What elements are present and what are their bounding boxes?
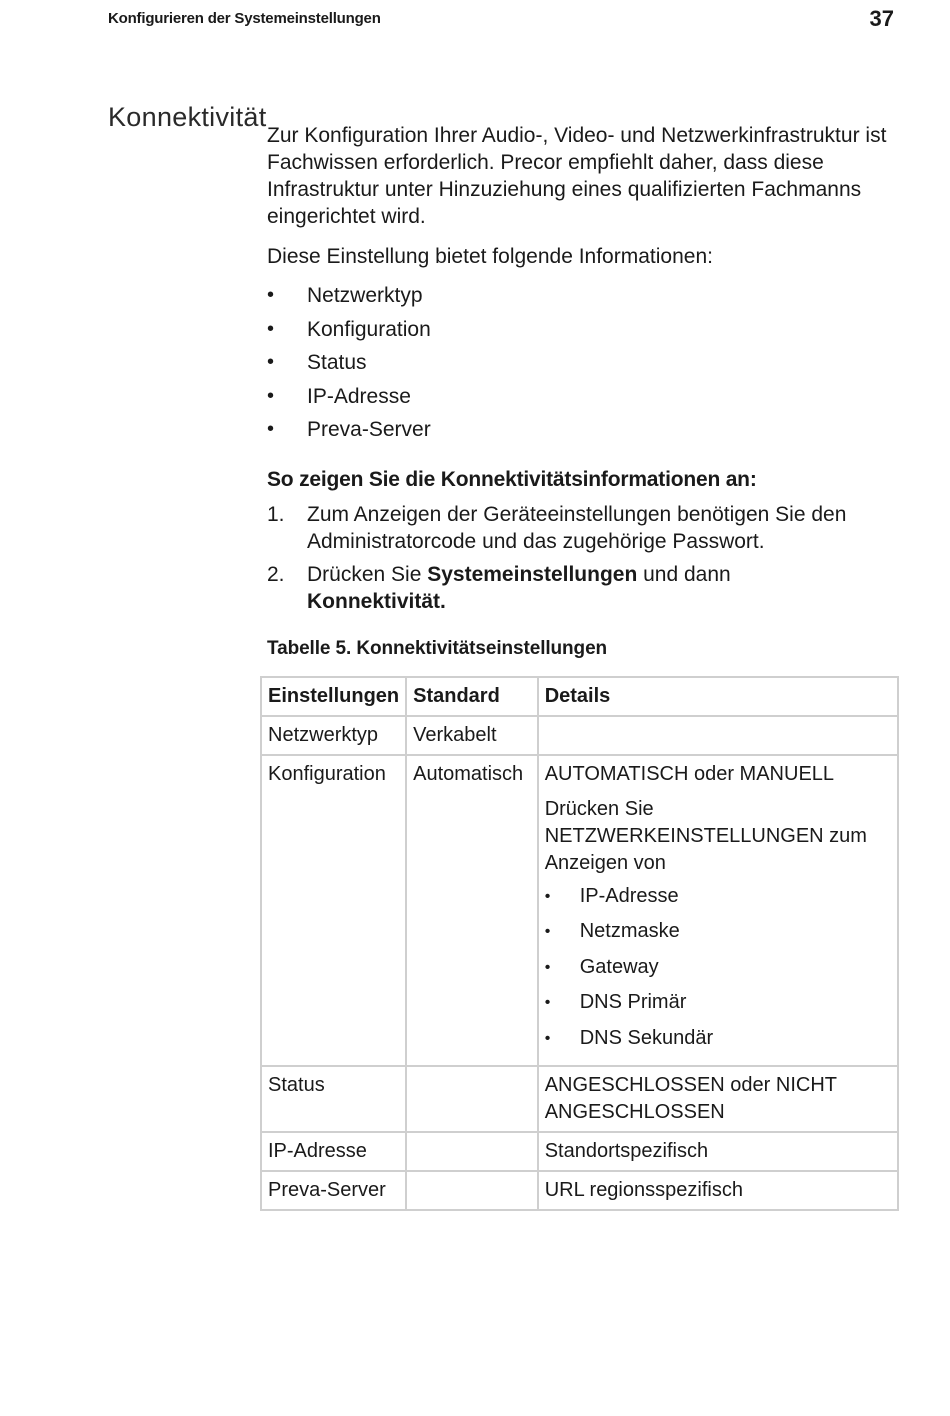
list-item: • IP-Adresse xyxy=(545,883,891,919)
section-title: Konnektivität xyxy=(108,102,267,133)
list-item: • Netzwerktyp xyxy=(267,284,423,307)
step-item xyxy=(267,501,907,555)
menu-connectivity: Konnektivität. xyxy=(307,589,446,613)
bullet-icon: • xyxy=(544,958,551,976)
info-list xyxy=(267,282,907,450)
bullet-icon: • xyxy=(267,317,275,340)
table-row xyxy=(261,716,898,755)
running-title: Konfigurieren der Systemeinstellungen xyxy=(108,10,381,27)
default-cell: Automatisch xyxy=(406,755,538,1067)
bullet-icon: • xyxy=(267,284,275,306)
step-item xyxy=(267,561,907,615)
bullet-icon: • xyxy=(544,923,551,940)
details-cell: Standortspezifisch xyxy=(538,1132,898,1171)
details-cell: URL regionsspezifisch xyxy=(538,1171,898,1210)
details-cell: ANGESCHLOSSEN oder NICHT ANGESCHLOSSEN xyxy=(538,1066,898,1132)
page-number: 37 xyxy=(869,6,894,31)
connectivity-table xyxy=(260,676,899,1212)
details-cell xyxy=(538,716,898,755)
details-cell xyxy=(538,755,898,1067)
running-header xyxy=(108,8,894,32)
details-text: AUTOMATISCH oder MANUELL xyxy=(544,762,835,785)
list-item: • IP-Adresse xyxy=(267,384,411,408)
default-cell: Verkabelt xyxy=(406,716,538,755)
list-item: • Preva-Server xyxy=(267,418,431,441)
list-item: • Status xyxy=(267,351,367,374)
table-row xyxy=(261,1171,898,1210)
default-cell xyxy=(406,1171,538,1210)
table-caption: Tabelle 5. Konnektivitätseinstellungen xyxy=(267,637,608,659)
bullet-icon: • xyxy=(267,384,275,407)
default-cell xyxy=(406,1066,538,1132)
bullet-icon: • xyxy=(267,418,275,440)
step-number: 2. xyxy=(267,562,285,586)
list-lead: Diese Einstellung bietet folgende Informationen: xyxy=(267,245,713,268)
step-text-prefix: Drücken Sie xyxy=(307,562,428,586)
column-header: Standard xyxy=(406,677,538,716)
setting-cell: Netzwerktyp xyxy=(261,716,406,755)
content xyxy=(267,122,907,1211)
setting-cell: IP-Adresse xyxy=(261,1132,406,1171)
table-header-row xyxy=(261,677,898,716)
table-row xyxy=(261,755,898,1067)
list-item: • DNS Sekundär xyxy=(545,1025,891,1061)
procedure-heading: So zeigen Sie die Konnektivitätsinformationen an: xyxy=(267,467,757,491)
step-text-middle: und dann xyxy=(637,562,731,586)
menu-system-settings: Systemeinstellungen xyxy=(427,562,638,586)
procedure-steps xyxy=(267,501,907,615)
column-header: Details xyxy=(538,677,898,716)
default-cell xyxy=(406,1132,538,1171)
bullet-icon: • xyxy=(544,994,551,1011)
bullet-icon: • xyxy=(267,351,275,373)
step-number: 1. xyxy=(267,502,285,526)
list-item: • Netzmaske xyxy=(545,918,891,954)
table-row xyxy=(261,1132,898,1171)
setting-cell: Status xyxy=(261,1066,406,1132)
list-item: • Konfiguration xyxy=(267,317,431,341)
table-row xyxy=(261,1066,898,1132)
list-item: • Gateway xyxy=(545,954,891,990)
step-text: Zum Anzeigen der Geräteeinstellungen benötigen Sie den Administratorcode und das zugehörige Passwort. xyxy=(307,502,847,553)
bullet-icon: • xyxy=(544,887,551,905)
list-item: • DNS Primär xyxy=(545,989,891,1025)
bullet-icon: • xyxy=(544,1029,551,1047)
column-header: Einstellungen xyxy=(261,677,406,716)
setting-cell: Preva-Server xyxy=(261,1171,406,1210)
setting-cell: Konfiguration xyxy=(261,755,406,1067)
details-note: Drücken Sie NETZWERKEINSTELLUNGEN zum Anzeigen von xyxy=(544,797,867,874)
intro-paragraph: Zur Konfiguration Ihrer Audio-, Video- und Netzwerkinfrastruktur ist Fachwissen erforderlich. Precor empfiehlt daher, dass diese Infrastruktur unter Hinzuziehung eines qualifizierten Fachmanns eingerichtet wird. xyxy=(267,124,887,228)
details-list xyxy=(545,883,891,1061)
